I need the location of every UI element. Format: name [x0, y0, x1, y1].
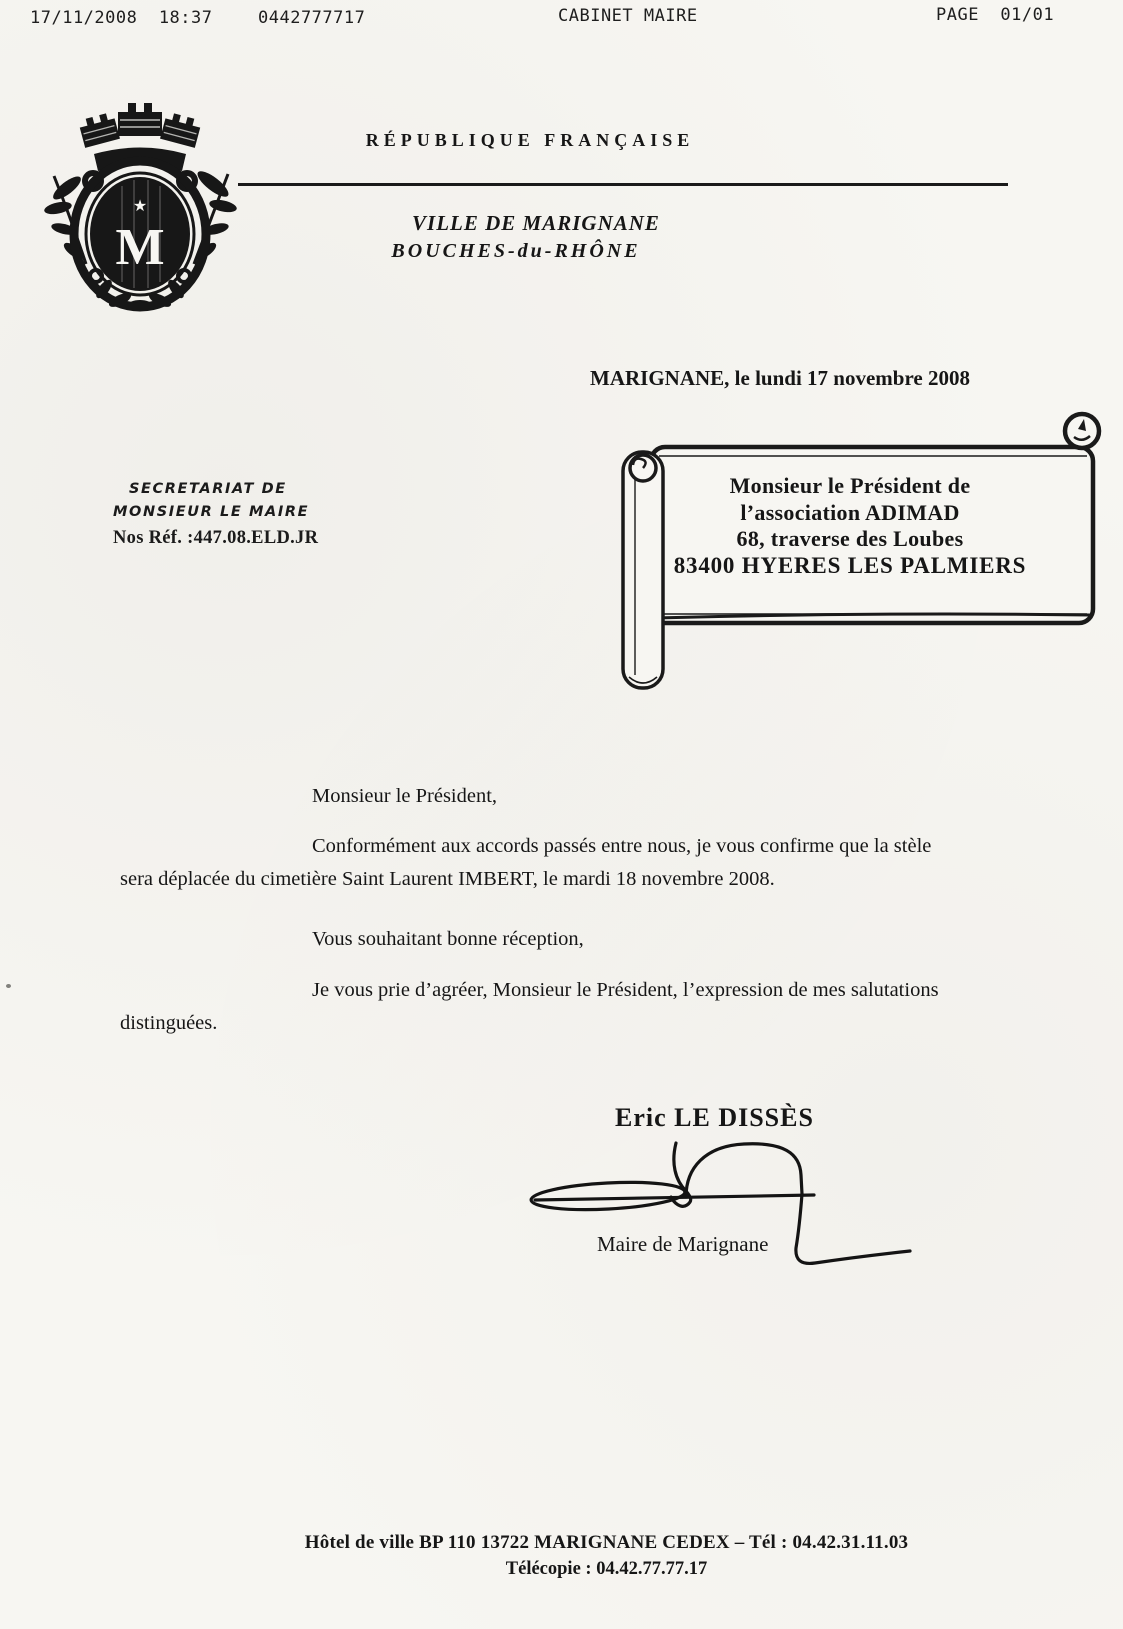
paragraph-3-line-1: Je vous prie d’agréer, Monsieur le Président, l’expression de mes salutations [312, 979, 939, 1001]
body-paragraph-1 [120, 830, 1030, 896]
recipient-line-3: 68, traverse des Loubes [736, 526, 964, 551]
secretariat-line-1: SECRETARIAT DE [129, 481, 287, 497]
footer-address: Hôtel de ville BP 110 13722 MARIGNANE CEDEX – Tél : 04.42.31.11.03 [304, 1532, 909, 1553]
recipient-line-2: l’association ADIMAD [740, 499, 960, 525]
recipient-scroll [585, 385, 1105, 697]
body-paragraph-3 [120, 974, 1030, 1040]
reference-number: Nos Réf. :447.08.ELD.JR [113, 528, 319, 548]
republic-title: RÉPUBLIQUE FRANÇAISE [365, 130, 695, 150]
paragraph-1-line-1: Conformément aux accords passés entre nous, je vous confirme que la stèle [312, 835, 932, 857]
recipient-address [640, 473, 1060, 579]
dateline: MARIGNANE, le lundi 17 novembre 2008 [590, 366, 970, 390]
fax-number: 0442777717 [258, 8, 366, 28]
recipient-line-4: 83400 HYERES LES PALMIERS [673, 552, 1027, 578]
fax-datetime: 17/11/2008 18:37 [30, 8, 213, 28]
recipient-line-1: Monsieur le Président de [729, 473, 971, 498]
crest-monogram: M [115, 219, 165, 276]
fax-sender: CABINET MAIRE [558, 6, 698, 26]
letterhead-divider [238, 183, 1008, 186]
paragraph-3-line-2: distinguées. [120, 1012, 218, 1034]
body-salutation: Monsieur le Président, [312, 785, 498, 807]
department-name: BOUCHES-du-RHÔNE [391, 240, 641, 262]
reference-block [113, 478, 318, 549]
city-name: VILLE DE MARIGNANE [412, 211, 660, 235]
footer-fax: Télécopie : 04.42.77.77.17 [505, 1559, 708, 1579]
coat-of-arms-icon [40, 96, 240, 316]
signature-name: Eric LE DISSÈS [615, 1103, 814, 1132]
signature-title: Maire de Marignane [597, 1232, 769, 1256]
paragraph-1-line-2: sera déplacée du cimetière Saint Laurent IMBERT, le mardi 18 novembre 2008. [120, 868, 775, 890]
body-paragraph-2: Vous souhaitant bonne réception, [312, 928, 584, 950]
fax-page-count: PAGE 01/01 [936, 5, 1055, 25]
footer [45, 1532, 1123, 1580]
secretariat-line-2: MONSIEUR LE MAIRE [113, 504, 310, 520]
crest-star-icon: ★ [132, 198, 148, 215]
scan-artifact-dot [6, 984, 11, 988]
